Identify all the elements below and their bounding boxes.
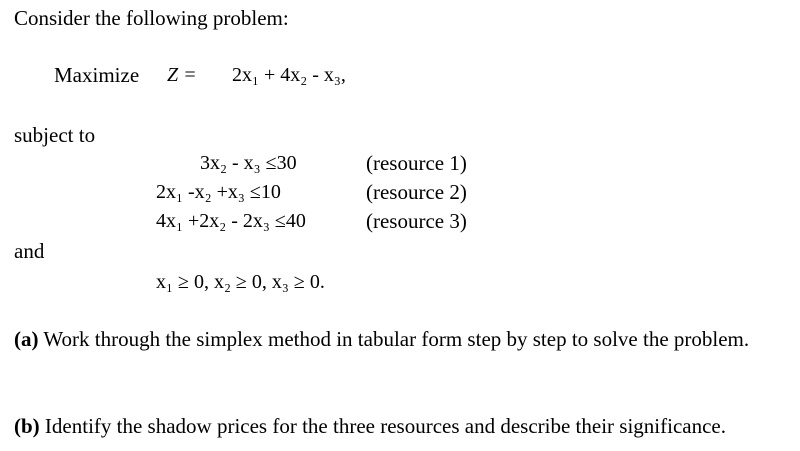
objective-expression: 2x₁ + 4x₂ - x₃, — [232, 64, 346, 86]
question-b-text: Identify the shadow prices for the three resources and describe their significance. — [44, 414, 726, 438]
constraint-2-expression: 2x₁ -x₂ +x₃ ≤10 — [156, 181, 281, 203]
question-a-label: (a) — [14, 327, 39, 351]
maximize-keyword: Maximize — [54, 63, 140, 87]
objective-variable: Z = — [167, 64, 197, 86]
and-label: and — [14, 239, 45, 263]
constraint-1-expression: 3x₂ - x₃ ≤30 — [200, 152, 297, 174]
nonnegativity-constraints: x₁ ≥ 0, x₂ ≥ 0, x₃ ≥ 0. — [156, 271, 325, 293]
constraint-3-resource: (resource 3) — [366, 209, 467, 233]
constraint-2-resource: (resource 2) — [366, 180, 467, 204]
subject-to-label: subject to — [14, 123, 96, 147]
intro-text: Consider the following problem: — [14, 6, 289, 30]
question-b-label: (b) — [14, 414, 40, 438]
constraint-1-resource: (resource 1) — [366, 151, 467, 175]
question-a-text: Work through the simplex method in tabular form step by step to solve the problem. — [43, 327, 750, 351]
question-a — [14, 326, 790, 353]
constraint-3-expression: 4x₁ +2x₂ - 2x₃ ≤40 — [156, 210, 306, 232]
question-b — [14, 413, 790, 440]
